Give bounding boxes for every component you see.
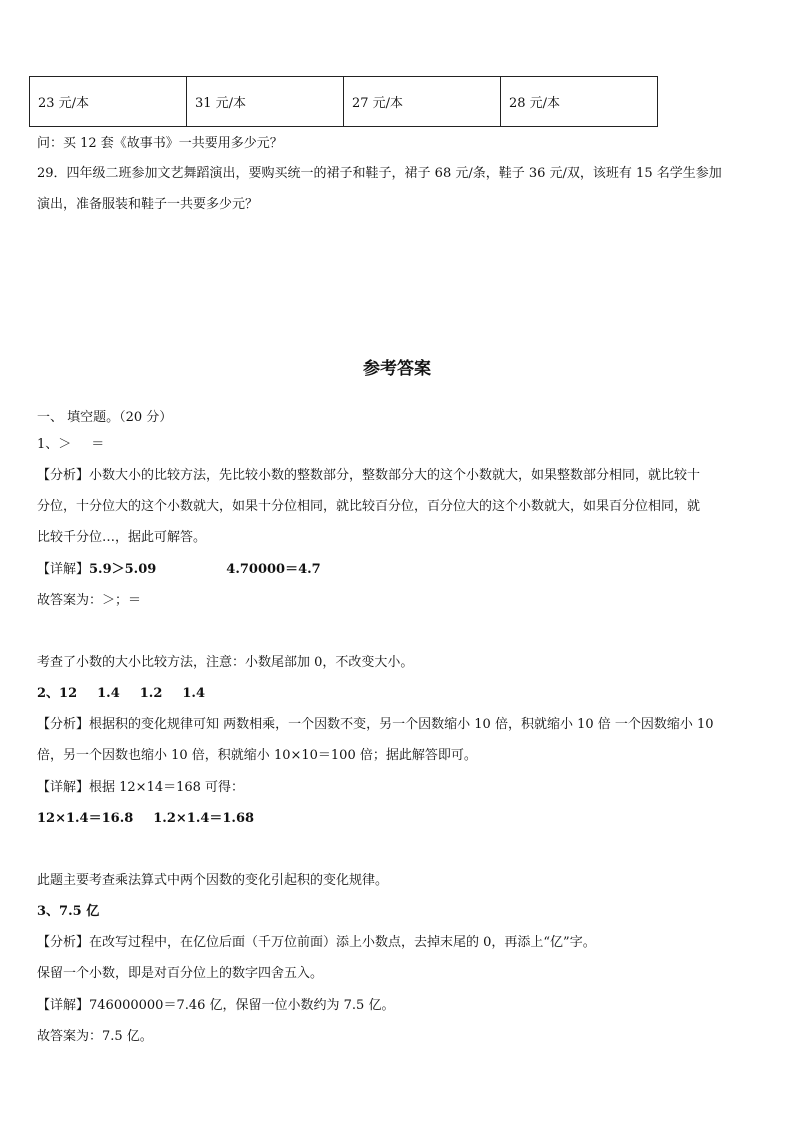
- analysis-line: 分位，十分位大的这个小数就大，如果十分位相同，就比较百分位，百分位大的这个小数就大，如果百分位相同，就: [37, 499, 701, 514]
- analysis-line: 【分析】根据积的变化规律可知 两数相乘，一个因数不变，另一个因数缩小 10 倍，积就缩小 10 倍 一个因数缩小 10: [37, 717, 714, 732]
- calc: 12×1.4＝16.8: [37, 811, 134, 826]
- answer-label: 1、: [37, 437, 59, 452]
- detail-line: [37, 561, 321, 579]
- answer-label: 3、: [37, 904, 60, 919]
- price-cell: 27 元/本: [344, 77, 501, 127]
- analysis-line: 保留一个小数，即是对百分位上的数字四舍五入。: [37, 966, 324, 981]
- calc: 1.2×1.4＝1.68: [153, 811, 255, 826]
- price-cell: 23 元/本: [30, 77, 187, 127]
- answer-value: ＝: [91, 437, 105, 452]
- price-cell: 31 元/本: [187, 77, 344, 127]
- price-table: [29, 76, 658, 127]
- calc-line: [37, 810, 254, 828]
- detail-line: 【详解】根据 12×14＝168 可得：: [37, 780, 245, 795]
- analysis-line: 倍，另一个因数也缩小 10 倍，积就缩小 10×10＝100 倍；据此解答即可。: [37, 748, 477, 763]
- answer-value: 1.4: [97, 686, 120, 701]
- comment: 此题主要考查乘法算式中两个因数的变化引起积的变化规律。: [37, 873, 389, 888]
- final-answer: 故答案为：＞；＝: [37, 593, 142, 608]
- detail-label: 【详解】: [37, 562, 90, 577]
- price-cell: 28 元/本: [501, 77, 658, 127]
- answer-value: 1.2: [139, 686, 163, 701]
- answer-2: [37, 685, 205, 703]
- answer-label: 2、: [37, 686, 60, 701]
- answer-1: [37, 436, 104, 454]
- answer-3: [37, 903, 99, 921]
- analysis-line: 【分析】在改写过程中，在亿位后面（千万位前面）添上小数点，去掉末尾的 0，再添上“亿”字。: [37, 935, 596, 950]
- final-answer: 故答案为：7.5 亿。: [37, 1029, 153, 1044]
- q28-question: 问：买 12 套《故事书》一共要用多少元？: [37, 136, 283, 151]
- detail-calc: 4.70000＝4.7: [226, 562, 321, 577]
- analysis-line: 比较千分位…，据此可解答。: [37, 530, 207, 545]
- q29-line-2: 演出，准备服装和鞋子一共要多少元？: [37, 197, 259, 212]
- answer-value: 7.5 亿: [59, 904, 100, 919]
- answer-value: 12: [59, 686, 78, 701]
- answer-title: 参考答案: [363, 359, 431, 379]
- q29-line-1: 29．四年级二班参加文艺舞蹈演出，要购买统一的裙子和鞋子，裙子 68 元/条，鞋子 36 元/双，该班有 15 名学生参加: [37, 166, 722, 181]
- analysis-line: 【分析】小数大小的比较方法，先比较小数的整数部分，整数部分大的这个小数就大，如果整数部分相同，就比较十: [37, 468, 701, 483]
- answer-value: 1.4: [182, 686, 206, 701]
- table-row: [30, 77, 658, 127]
- detail-line: 【详解】746000000＝7.46 亿，保留一位小数约为 7.5 亿。: [37, 998, 395, 1013]
- answer-value: ＞: [58, 437, 72, 452]
- comment: 考查了小数的大小比较方法，注意：小数尾部加 0，不改变大小。: [37, 655, 414, 670]
- section-heading: 一、 填空题。（20 分）: [37, 410, 173, 425]
- detail-calc: 5.9＞5.09: [89, 562, 157, 577]
